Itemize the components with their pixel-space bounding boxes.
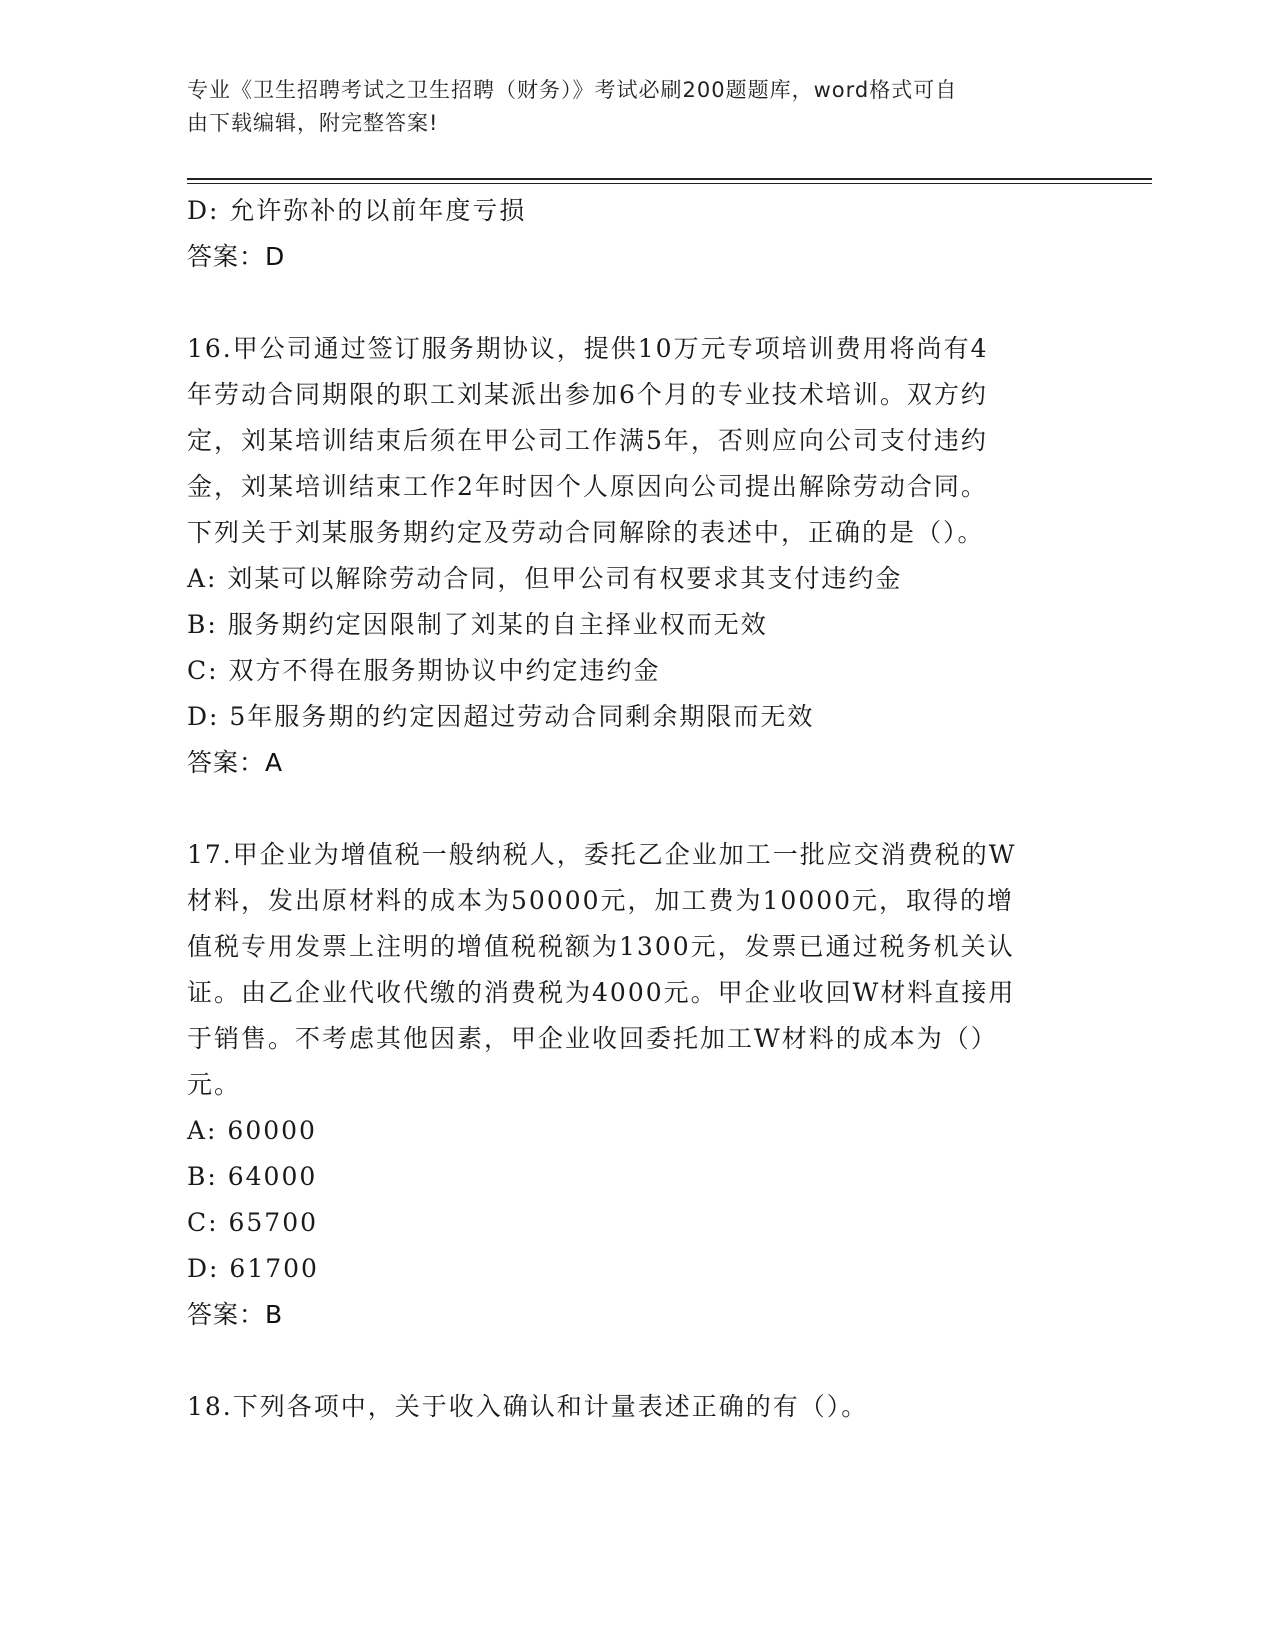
answer-line: 答案：D xyxy=(187,242,286,271)
header-line-2: 由下载编辑，附完整答案! xyxy=(187,111,439,135)
question-stem-line: 18.下列各项中，关于收入确认和计量表述正确的有（）。 xyxy=(187,1392,869,1421)
spacer xyxy=(187,786,1087,832)
option-d: D: 5年服务期的约定因超过劳动合同剩余期限而无效 xyxy=(187,702,815,731)
header-divider-thin xyxy=(187,183,1152,184)
question-16 xyxy=(187,326,1087,786)
option-d: D: 允许弥补的以前年度亏损 xyxy=(187,196,527,225)
option-d: D: 61700 xyxy=(187,1254,319,1283)
document-body xyxy=(187,188,1087,1430)
option-c: C: 双方不得在服务期协议中约定违约金 xyxy=(187,656,661,685)
question-stem-line: 定，刘某培训结束后须在甲公司工作满5年，否则应向公司支付违约 xyxy=(187,426,988,455)
option-a: A: 60000 xyxy=(187,1116,317,1145)
header-divider-thick xyxy=(187,178,1152,180)
question-stem-line: 17.甲企业为增值税一般纳税人，委托乙企业加工一批应交消费税的W xyxy=(187,840,1017,869)
spacer xyxy=(187,1338,1087,1384)
option-b: B: 服务期约定因限制了刘某的自主择业权而无效 xyxy=(187,610,768,639)
question-stem-line: 年劳动合同期限的职工刘某派出参加6个月的专业技术培训。双方约 xyxy=(187,380,988,409)
answer-line: 答案：A xyxy=(187,748,284,777)
question-stem-line: 金，刘某培训结束工作2年时因个人原因向公司提出解除劳动合同。 xyxy=(187,472,988,501)
question-stem-line: 证。由乙企业代收代缴的消费税为4000元。甲企业收回W材料直接用 xyxy=(187,978,1016,1007)
option-b: B: 64000 xyxy=(187,1162,318,1191)
question-stem-line: 材料，发出原材料的成本为50000元，加工费为10000元，取得的增 xyxy=(187,886,1015,915)
question-stem-line: 下列关于刘某服务期约定及劳动合同解除的表述中，正确的是（）。 xyxy=(187,518,985,547)
question-stem-line: 16.甲公司通过签订服务期协议，提供10万元专项培训费用将尚有4 xyxy=(187,334,989,363)
option-a: A: 刘某可以解除劳动合同，但甲公司有权要求其支付违约金 xyxy=(187,564,903,593)
question-stem-line: 元。 xyxy=(187,1070,242,1099)
option-c: C: 65700 xyxy=(187,1208,319,1237)
document-header xyxy=(187,74,1067,140)
answer-line: 答案：B xyxy=(187,1300,284,1329)
question-17 xyxy=(187,832,1087,1338)
question-stem-line: 于销售。不考虑其他因素，甲企业收回委托加工W材料的成本为（） xyxy=(187,1024,998,1053)
question-stem-line: 值税专用发票上注明的增值税税额为1300元，发票已通过税务机关认 xyxy=(187,932,1015,961)
previous-question-tail xyxy=(187,188,1087,280)
header-line-1: 专业《卫生招聘考试之卫生招聘（财务）》考试必刷200题题库，word格式可自 xyxy=(187,78,958,102)
question-18 xyxy=(187,1384,1087,1430)
spacer xyxy=(187,280,1087,326)
